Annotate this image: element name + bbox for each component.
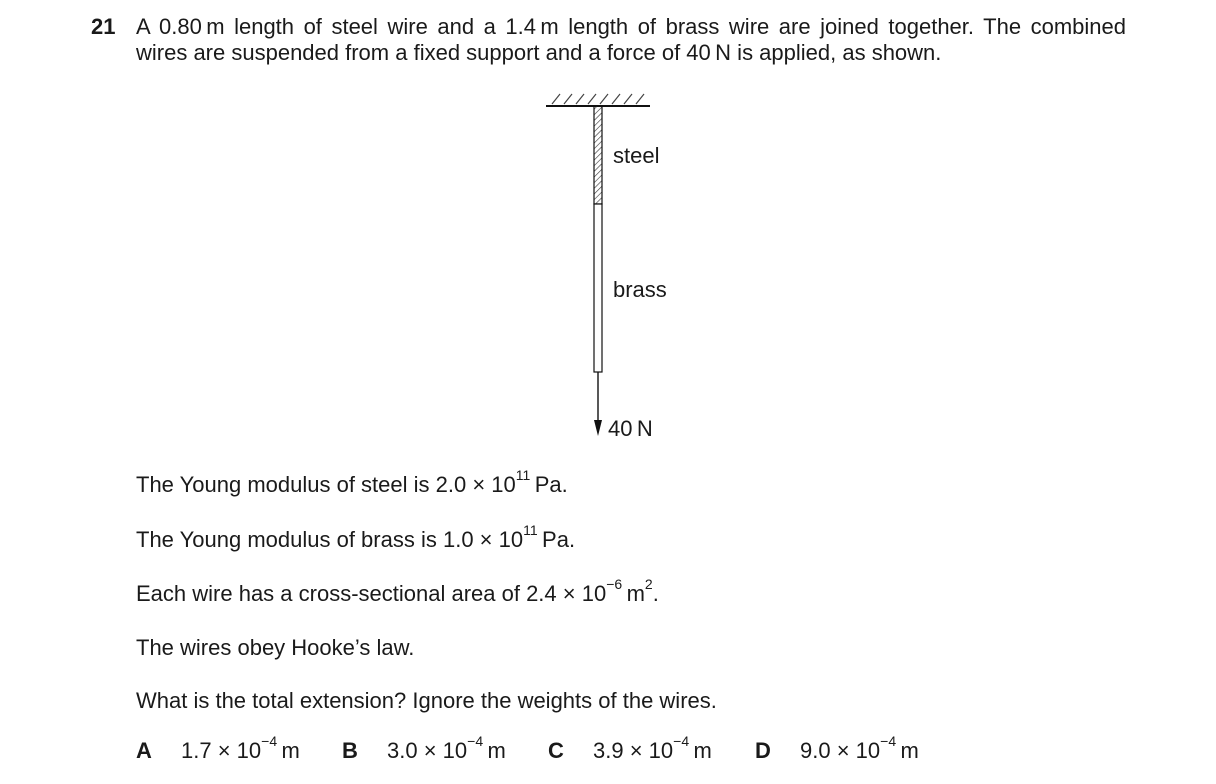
brass-label: brass [613, 277, 667, 302]
area-text: Each wire has a cross-sectional area of 2.4 × 10 [136, 581, 607, 606]
question-stem-line-2: wires are suspended from a fixed support and a force of 40 N is applied, as shown. [136, 40, 942, 65]
area-statement [136, 576, 659, 607]
steel-label: steel [613, 143, 660, 168]
option-d-value: $9.0 \times 10^{-4}$ m [800, 733, 919, 763]
area-exponent: −6 [606, 576, 623, 592]
question-number: 21 [91, 14, 116, 39]
steel-modulus-text: The Young modulus of steel is 2.0 × 10 [136, 472, 516, 497]
brass-wire [594, 204, 602, 372]
hooke-statement: The wires obey Hooke’s law. [136, 635, 415, 660]
option-b-letter: B [342, 738, 358, 763]
question-prompt: What is the total extension? Ignore the weights of the wires. [136, 688, 717, 713]
option-b-value: $3.0 \times 10^{-4}$ m [387, 733, 506, 763]
area-unit-exponent: 2 [644, 576, 653, 592]
area-unit: m [622, 581, 645, 606]
steel-modulus-statement [136, 467, 568, 498]
brass-modulus-text: The Young modulus of brass is 1.0 × 10 [136, 527, 524, 552]
force-arrow-head [594, 420, 602, 436]
area-period: . [652, 581, 659, 606]
option-a-letter: A [136, 738, 152, 763]
brass-modulus-unit: Pa. [537, 527, 576, 552]
option-c-value: $3.9 \times 10^{-4}$ m [593, 733, 712, 763]
option-d-letter: D [755, 738, 771, 763]
steel-modulus-exponent: 11 [515, 467, 531, 483]
option-c-letter: C [548, 738, 564, 763]
question-stem-line-1: A 0.80 m length of steel wire and a 1.4 m length of brass wire are joined together. The combined [136, 14, 1126, 39]
option-a-value: $1.7 \times 10^{-4}$ m [181, 733, 300, 763]
steel-wire [594, 106, 602, 204]
force-label: 40 N [608, 416, 653, 441]
wire-diagram-drawing [530, 88, 710, 448]
steel-modulus-unit: Pa. [530, 472, 568, 497]
fixed-support [546, 94, 650, 106]
brass-modulus-exponent: 11 [523, 522, 538, 538]
brass-modulus-statement [136, 522, 576, 553]
wire-diagram [530, 88, 710, 448]
